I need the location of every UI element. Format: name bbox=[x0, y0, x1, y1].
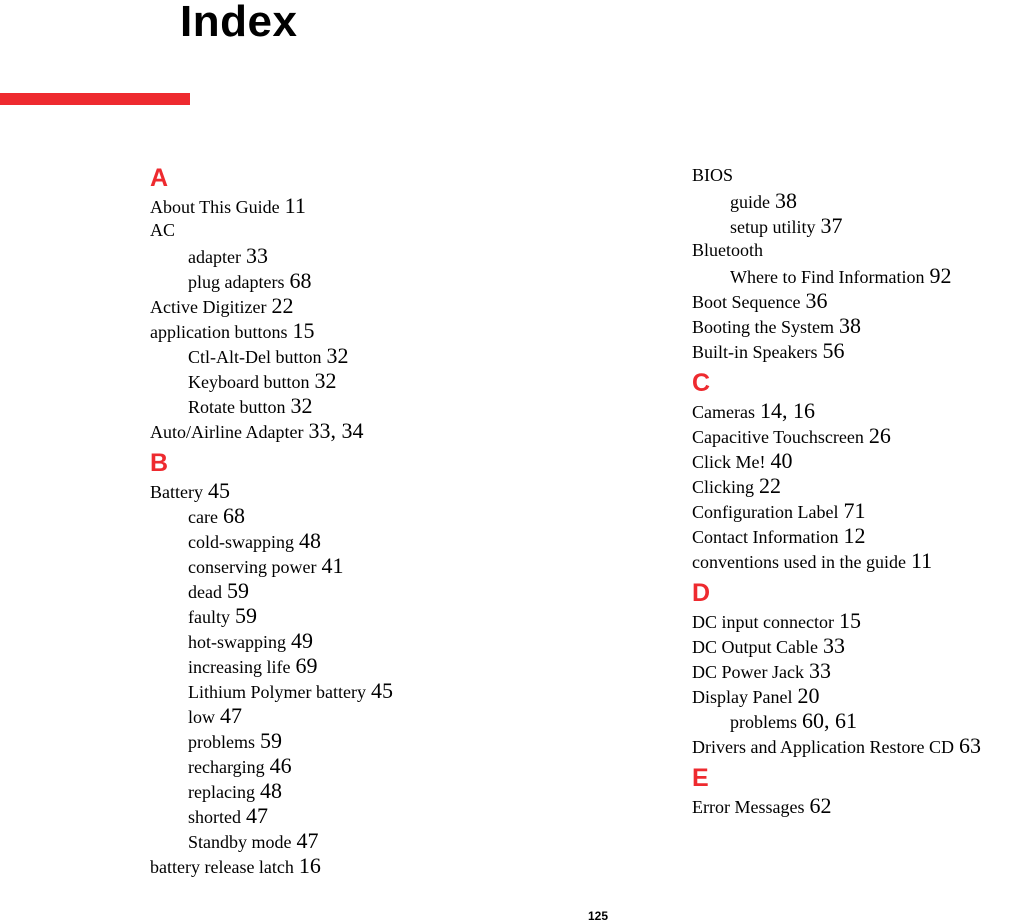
index-page-ref: 22 bbox=[759, 473, 781, 498]
index-term: conventions used in the guide bbox=[692, 552, 906, 572]
index-page-ref: 92 bbox=[929, 263, 952, 288]
index-letter-heading: B bbox=[150, 449, 169, 477]
index-page-ref: 33 bbox=[808, 658, 831, 683]
index-page-ref: 32 bbox=[314, 368, 337, 393]
index-entry bbox=[150, 218, 175, 243]
index-subentry bbox=[150, 653, 317, 678]
index-subentry bbox=[150, 578, 249, 603]
index-term: Display Panel bbox=[692, 687, 793, 707]
index-term: AC bbox=[150, 220, 176, 240]
index-term: Keyboard button bbox=[188, 372, 310, 392]
index-term: Auto/Airline Adapter bbox=[150, 422, 304, 442]
index-term: plug adapters bbox=[188, 272, 285, 292]
index-term: Configuration Label bbox=[692, 502, 839, 522]
index-term: adapter bbox=[188, 247, 241, 267]
index-subentry bbox=[150, 678, 393, 703]
index-subentry bbox=[150, 753, 292, 778]
index-page-ref: 33 bbox=[823, 633, 845, 658]
index-term: shorted bbox=[188, 807, 241, 827]
index-term: Contact Information bbox=[692, 527, 839, 547]
index-page-ref: 32 bbox=[326, 343, 349, 368]
index-entry bbox=[692, 238, 763, 263]
index-page-ref: 60, 61 bbox=[802, 708, 857, 733]
index-page-ref: 15 bbox=[838, 608, 861, 633]
index-entry bbox=[150, 293, 293, 318]
index-entry bbox=[692, 473, 781, 498]
index-term: Battery bbox=[150, 482, 203, 502]
index-page-ref: 46 bbox=[269, 753, 292, 778]
index-letter-heading: D bbox=[692, 579, 711, 607]
index-subentry bbox=[692, 188, 797, 213]
index-page-ref: 38 bbox=[775, 188, 797, 213]
index-entry bbox=[692, 338, 844, 363]
index-page-ref: 33 bbox=[245, 243, 268, 268]
index-subentry bbox=[150, 728, 282, 753]
index-page-ref: 47 bbox=[220, 703, 242, 728]
index-term: hot-swapping bbox=[188, 632, 286, 652]
index-term: Rotate button bbox=[188, 397, 286, 417]
index-term: Lithium Polymer battery bbox=[188, 682, 366, 702]
index-term: DC input connector bbox=[692, 612, 834, 632]
index-subentry bbox=[150, 528, 321, 553]
index-term: dead bbox=[188, 582, 222, 602]
index-subentry bbox=[692, 708, 857, 733]
index-subentry bbox=[150, 368, 336, 393]
index-entry bbox=[692, 548, 932, 573]
index-page-ref: 48 bbox=[298, 528, 321, 553]
index-term: Built-in Speakers bbox=[692, 342, 818, 362]
index-term: faulty bbox=[188, 607, 230, 627]
index-page-ref: 20 bbox=[797, 683, 820, 708]
index-term: problems bbox=[188, 732, 255, 752]
index-page-ref: 48 bbox=[259, 778, 282, 803]
index-entry bbox=[692, 793, 831, 818]
index-entry bbox=[150, 478, 230, 503]
index-subentry bbox=[150, 828, 319, 853]
index-term: Active Digitizer bbox=[150, 297, 267, 317]
index-term: low bbox=[188, 707, 215, 727]
page-title: Index bbox=[180, 0, 298, 46]
index-page-ref: 47 bbox=[246, 803, 268, 828]
index-entry bbox=[692, 658, 831, 683]
index-page-ref: 15 bbox=[292, 318, 315, 343]
index-page-ref: 59 bbox=[235, 603, 257, 628]
index-page-ref: 63 bbox=[958, 733, 981, 758]
index-term: Cameras bbox=[692, 402, 755, 422]
index-page-ref: 33, 34 bbox=[308, 418, 364, 443]
index-term: Booting the System bbox=[692, 317, 835, 337]
index-page-ref: 11 bbox=[284, 193, 306, 218]
index-entry bbox=[692, 448, 793, 473]
index-subentry bbox=[150, 243, 268, 268]
index-page-ref: 38 bbox=[839, 313, 862, 338]
index-term: Standby mode bbox=[188, 832, 292, 852]
index-term: Where to Find Information bbox=[730, 267, 925, 287]
index-page-ref: 36 bbox=[805, 288, 828, 313]
index-entry bbox=[150, 318, 314, 343]
index-page-ref: 45 bbox=[207, 478, 230, 503]
index-entry bbox=[692, 498, 865, 523]
index-page-ref: 69 bbox=[295, 653, 318, 678]
index-page-ref: 32 bbox=[290, 393, 313, 418]
index-entry bbox=[692, 733, 981, 758]
index-page-ref: 11 bbox=[910, 548, 933, 573]
index-letter-heading: A bbox=[150, 164, 169, 192]
index-entry bbox=[692, 683, 820, 708]
index-entry bbox=[692, 423, 891, 448]
index-term: application buttons bbox=[150, 322, 288, 342]
index-page-ref: 68 bbox=[222, 503, 245, 528]
index-page-ref: 37 bbox=[820, 213, 843, 238]
index-page-ref: 62 bbox=[809, 793, 832, 818]
index-page-ref: 59 bbox=[260, 728, 282, 753]
index-subentry bbox=[150, 703, 242, 728]
index-term: setup utility bbox=[730, 217, 816, 237]
index-entry bbox=[150, 853, 321, 878]
index-entry bbox=[692, 288, 827, 313]
index-page-ref: 12 bbox=[843, 523, 866, 548]
index-page-ref: 49 bbox=[291, 628, 313, 653]
index-subentry bbox=[150, 503, 245, 528]
index-term: Error Messages bbox=[692, 797, 805, 817]
index-term: guide bbox=[730, 192, 770, 212]
index-subentry bbox=[150, 803, 268, 828]
index-subentry bbox=[150, 603, 257, 628]
index-page-ref: 26 bbox=[868, 423, 891, 448]
index-page-ref: 14, 16 bbox=[759, 398, 815, 423]
index-term: Drivers and Application Restore CD bbox=[692, 737, 954, 757]
index-entry bbox=[150, 193, 306, 218]
index-entry bbox=[150, 418, 363, 443]
index-entry bbox=[692, 163, 733, 188]
index-entry bbox=[692, 398, 815, 423]
index-term: DC Output Cable bbox=[692, 637, 818, 657]
index-subentry bbox=[692, 213, 843, 238]
index-term: Bluetooth bbox=[692, 240, 763, 260]
index-subentry bbox=[150, 393, 313, 418]
page-number: 125 bbox=[587, 909, 609, 923]
index-page-ref: 47 bbox=[296, 828, 319, 853]
index-term: Boot Sequence bbox=[692, 292, 801, 312]
index-term: conserving power bbox=[188, 557, 317, 577]
index-term: About This Guide bbox=[150, 197, 280, 217]
index-term: care bbox=[188, 507, 218, 527]
index-term: DC Power Jack bbox=[692, 662, 804, 682]
index-entry bbox=[692, 523, 865, 548]
index-page-ref: 71 bbox=[843, 498, 866, 523]
index-term: problems bbox=[730, 712, 797, 732]
index-page-ref: 56 bbox=[822, 338, 845, 363]
index-entry bbox=[692, 608, 861, 633]
index-page-ref: 59 bbox=[226, 578, 249, 603]
index-letter-heading: C bbox=[692, 369, 711, 397]
title-accent-rule bbox=[0, 93, 190, 105]
index-subentry bbox=[150, 628, 313, 653]
index-term: replacing bbox=[188, 782, 255, 802]
index-term: BIOS bbox=[692, 165, 734, 185]
index-page-ref: 45 bbox=[370, 678, 393, 703]
index-term: cold-swapping bbox=[188, 532, 294, 552]
index-term: Capacitive Touchscreen bbox=[692, 427, 864, 447]
index-term: increasing life bbox=[188, 657, 291, 677]
index-term: Click Me! bbox=[692, 452, 766, 472]
index-entry bbox=[692, 633, 845, 658]
index-subentry bbox=[150, 343, 349, 368]
index-subentry bbox=[150, 778, 282, 803]
index-page-ref: 22 bbox=[271, 293, 294, 318]
index-entry bbox=[692, 313, 861, 338]
index-page-ref: 68 bbox=[289, 268, 312, 293]
index-term: Clicking bbox=[692, 477, 754, 497]
index-letter-heading: E bbox=[692, 764, 709, 792]
index-term: Ctl-Alt-Del button bbox=[188, 347, 322, 367]
index-page-ref: 40 bbox=[770, 448, 793, 473]
index-page-ref: 16 bbox=[298, 853, 321, 878]
index-subentry bbox=[692, 263, 951, 288]
index-subentry bbox=[150, 553, 343, 578]
index-term: battery release latch bbox=[150, 857, 294, 877]
index-subentry bbox=[150, 268, 311, 293]
index-page-ref: 41 bbox=[321, 553, 344, 578]
index-term: recharging bbox=[188, 757, 265, 777]
